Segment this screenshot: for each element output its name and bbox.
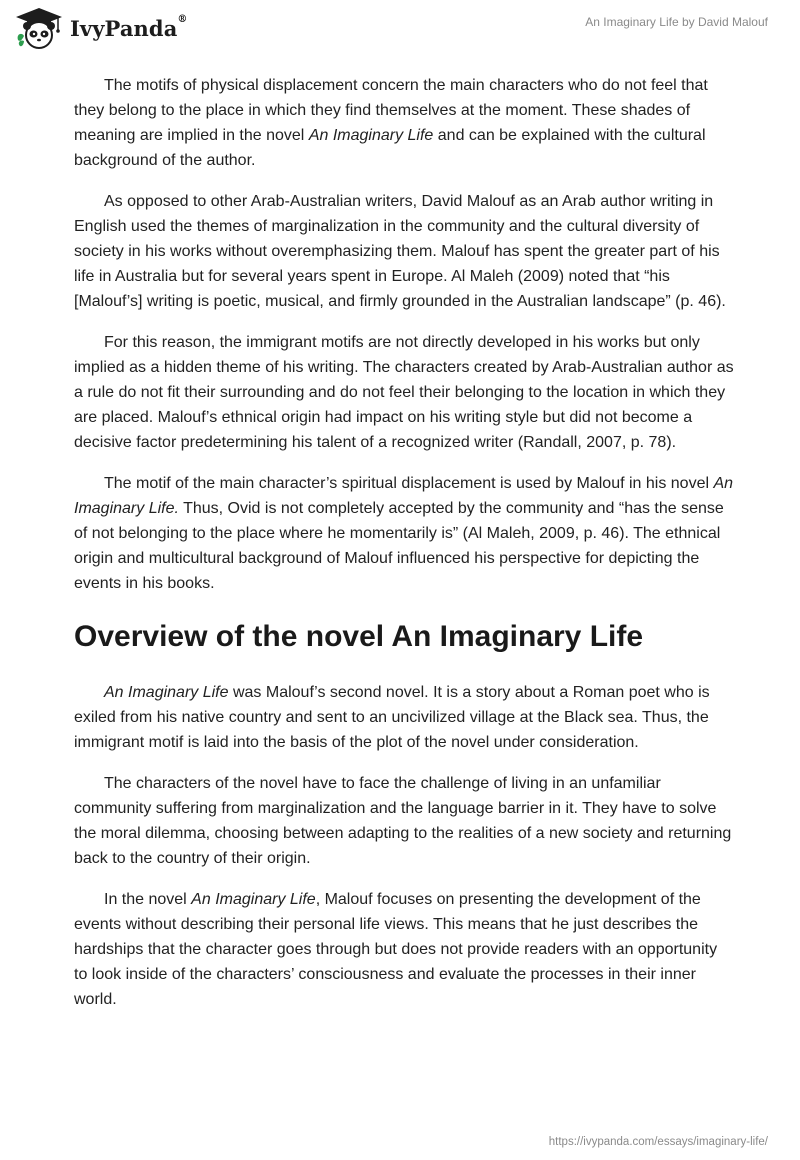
paragraph-text: The motifs of physical displacement concern the main characters who do not feel that they belong to the place in which they find themselves at the moment. These shades of meaning are implied in the novel [74,77,708,144]
italic-title: An Imaginary Life [191,891,316,908]
italic-title: An Imaginary Life. [74,475,734,517]
brand-name: IvyPanda® [70,13,188,41]
panda-graduate-icon [14,6,64,50]
paragraph [74,189,734,314]
page-header [0,0,800,60]
ivypanda-logo[interactable] [14,6,188,50]
paragraph-text: was Malouf’s second novel. It is a story about a Roman poet who is exiled from his native country and sent to an uncivilized village at the Black sea. Thus, the immigrant motif is laid into the basis of the plot of the novel under consideration. [74,684,710,751]
paragraphs-top [74,73,734,596]
paragraph-text: and can be explained with the cultural background of the author. [74,127,706,169]
paragraph-text: The characters of the novel have to face the challenge of living in an unfamiliar community suffering from marginalization and the language barrier in it. They have to solve the moral dilemma, choosing between adapting to the realities of a new society and returning back to the country of their origin. [74,775,732,867]
italic-title: An Imaginary Life [104,684,229,701]
section-heading: Overview of the novel An Imaginary Life [74,620,644,653]
paragraph-text: As opposed to other Arab-Australian writers, David Malouf as an Arab author writing in English used the themes of marginalization in the community and the cultural diversity of society in his works without overemphasizing them. Malouf has spent the greater part of his life in Australia but for several years spent in Europe. Al Maleh (2009) noted that “his [Malouf’s] writing is poetic, musical, and firmly grounded in the Australian landscape” (p. 46). [74,193,726,310]
paragraph [74,771,734,871]
paragraph-text: The motif of the main character’s spiritual displacement is used by Malouf in his novel [104,475,714,492]
essay-body [74,73,734,1028]
paragraphs-bottom [74,680,734,1012]
paragraph-text: , Malouf focuses on presenting the development of the events without describing their personal life views. This means that he just describes the hardships that the character goes through but does not provide readers with an opportunity to look inside of the characters’ consciousness and evaluate the processes in their inner world. [74,891,718,1008]
paragraph [74,471,734,596]
paragraph [74,330,734,455]
source-url[interactable]: https://ivypanda.com/essays/imaginary-life/ [548,1136,768,1148]
paragraph [74,73,734,173]
italic-title: An Imaginary Life [308,127,434,144]
paragraph [74,887,734,1012]
paragraph-text: Thus, Ovid is not completely accepted by the community and “has the sense of not belonging to the place where he momentarily is” (Al Maleh, 2009, p. 46). The ethnical origin and multicultural background of Malouf influenced his perspective for depicting the events in his books. [74,500,724,592]
paragraph-text: For this reason, the immigrant motifs are not directly developed in his works but only implied as a hidden theme of his writing. The characters created by Arab-Australian author as a rule do not fit their surrounding and do not feel their belonging to the location in which they are placed. Malouf’s ethnical origin had impact on his writing style but did not become a decisive factor predetermining his talent of a recognized writer (Randall, 2007, p. 78). [74,334,734,451]
document-title: An Imaginary Life by David Malouf [585,15,768,29]
paragraph-text: In the novel [104,891,192,908]
paragraph [74,680,734,755]
